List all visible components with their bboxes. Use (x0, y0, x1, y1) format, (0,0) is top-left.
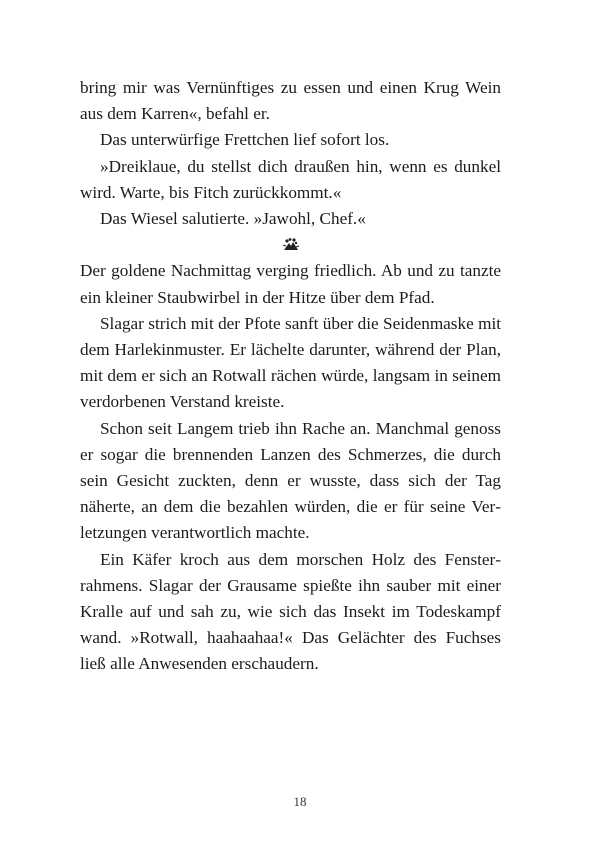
page-body (80, 75, 501, 678)
paragraph: »Dreiklaue, du stellst dich draußen hin, wenn es dunkel wird. Warte, bis Fitch zurückkommt.« (80, 156, 501, 202)
page-number: 18 (293, 794, 307, 809)
floral-ornament-icon (281, 237, 301, 253)
paragraph: Das unterwürfige Frettchen lief sofort los. (100, 130, 390, 150)
paragraph: Das Wiesel salutierte. »Jawohl, Chef.« (100, 209, 366, 229)
section-break (80, 232, 501, 258)
paragraph: Ein Käfer kroch aus dem morschen Holz des Fensterrahmens. Slagar der Grausame spießte ihn sauber mit einer Kralle auf und sah zu, wie sich das Insekt im Todeskampf wand. »Rotwall, haahaahaa!« Das Gelächter des Fuchses ließ alle Anwesenden erschaudern. (80, 549, 501, 674)
paragraph: Slagar strich mit der Pfote sanft über die Seidenmaske mit dem Harlekinmuster. Er lächelte darunter, während der Plan, mit dem er sich an Rotwall rächen würde, langsam in seinem verdorbenen Verstand kreiste. (80, 313, 501, 412)
paragraph: bring mir was Vernünftiges zu essen und einen Krug Wein aus dem Karren«, befahl er. (80, 78, 501, 124)
paragraph: Der goldene Nachmittag verging friedlich. Ab und zu tanzte ein kleiner Staubwirbel in der Hitze über dem Pfad. (80, 261, 501, 307)
paragraph: Schon seit Langem trieb ihn Rache an. Manchmal genoss er sogar die brennenden Lanzen des Schmerzes, die durch sein Gesicht zuckten, denn er wusste, dass sich der Tag näherte, an dem die bezahlen würden, die er für seine Verletzungen verantwortlich machte. (80, 418, 501, 543)
